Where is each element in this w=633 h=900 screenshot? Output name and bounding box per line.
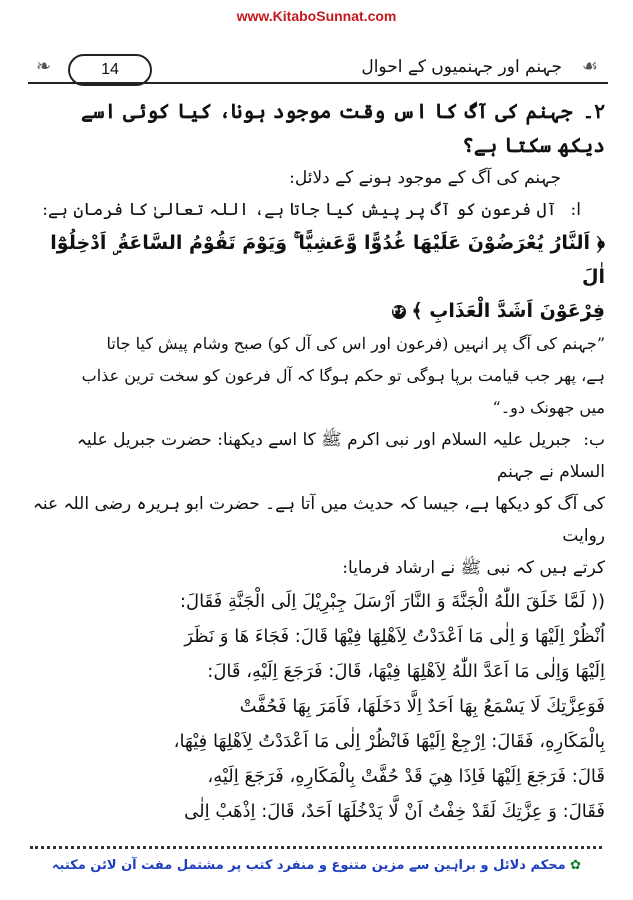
point-b — [30, 424, 605, 488]
hadith-line: قَالَ: فَرَجَعَ اِلَيْهَا فَاِذَا هِيَ قَدْ حُفَّتْ بِالْمَكَارِهِ، فَرَجَعَ اِلَيْهِ، — [207, 766, 605, 787]
translation-line: ”جہنم کی آگ پر انہیں (فرعون اور اس کی آل کو) صبح وشام پیش کیا جاتا — [106, 334, 605, 353]
point-a-marker: ا: — [570, 200, 581, 220]
page-body — [30, 94, 605, 829]
running-title: جہنم اور جہنمیوں کے احوال — [361, 57, 562, 77]
question-number: ۲۔ — [582, 99, 605, 123]
quran-verse-text: فِرْعَوْنَ اَشَدَّ الْعَذَابِ ﴾ — [411, 300, 605, 322]
footer-divider — [30, 846, 602, 851]
point-a-text: آل فرعون کو آگ پر پیش کیا جاتا ہے، اللہ تعالیٰ کا فرمان ہے: — [42, 200, 557, 220]
question-heading — [30, 94, 605, 162]
point-a — [30, 194, 605, 226]
ayah-number-icon: ۴۶ — [392, 305, 405, 317]
translation-line: ہے، پھر جب قیامت برپا ہوگی تو حکم ہوگا کہ آل فرعون کو سخت ترین عذاب — [81, 366, 605, 385]
point-b-line: کرتے ہیں کہ نبی ﷺ نے ارشاد فرمایا: — [342, 558, 605, 578]
quran-verse-line — [30, 294, 605, 328]
page-number: 14 — [68, 54, 152, 86]
ornament-icon: ❧ — [36, 56, 52, 77]
translation-line: میں جھونک دو۔“ — [492, 398, 605, 417]
quran-verse-line: ﴿ اَلنَّارُ يُعْرَضُوْنَ عَلَيْهَا غُدُوًّا وَّعَشِيًّا ۚ وَيَوْمَ تَقُوْمُ السَّاعَةُ ۣ اَدْخِلُوْٓا اٰلَ — [50, 232, 605, 288]
point-b-line: کی آگ کو دیکھا ہے، جیسا کہ حدیث میں آتا ہے۔ حضرت ابو ہریرہ رضی اللہ عنہ روایت — [32, 494, 605, 546]
point-b-marker: ب: — [583, 430, 605, 450]
hadith-line: اِلَيْهَا وَاِلٰى مَا اَعَدَّ اللّٰهُ لِاَهْلِهَا فِيْهَا، قَالَ: فَرَجَعَ اِلَيْهِ، قَالَ: — [207, 661, 605, 682]
library-logo-icon: ✿ — [570, 858, 582, 873]
hadith-line: (( لَمَّا خَلَقَ اللّٰهُ الْجَنَّةَ وَ النَّارَ اَرْسَلَ جِبْرِيْلَ اِلَى الْجَنَّةِ فَقَالَ: — [179, 591, 605, 612]
subheading: جہنم کی آگ کے موجود ہونے کے دلائل: — [289, 168, 561, 188]
footer-text: محکم دلائل و براہین سے مزین متنوع و منفرد کتب پر مشتمل مفت آن لائن مکتبہ — [51, 858, 566, 873]
ornament-icon: ☙ — [581, 56, 598, 77]
hadith-line: فَقَالَ: وَ عِزَّتِكَ لَقَدْ خِفْتُ اَنْ لَّا يَدْخُلَهَا اَحَدٌ، قَالَ: اِذْهَبْ اِلٰى — [184, 801, 605, 822]
question-text: جہنم کی آگ کا اس وقت موجود ہونا، کیا کوئی اسے دیکھ سکتا ہے؟ — [81, 99, 605, 157]
page-header — [28, 54, 608, 84]
footer-banner[interactable] — [0, 858, 633, 873]
header-rule — [28, 82, 608, 84]
site-url[interactable]: www.KitaboSunnat.com — [236, 8, 397, 24]
point-b-text: جبریل علیہ السلام اور نبی اکرم ﷺ کا اسے دیکھنا: حضرت جبریل علیہ السلام نے جہنم — [76, 430, 605, 482]
hadith-line: اُنْظُرْ اِلَيْهَا وَ اِلٰى مَا اَعْدَدْتُ لِاَهْلِهَا فِيْهَا قَالَ: فَجَاءَ هَا وَ نَظَرَ — [184, 626, 605, 647]
hadith-line: بِالْمَكَارِهِ، فَقَالَ: اِرْجِعْ اِلَيْهَا فَانْظُرْ اِلٰى مَا اَعْدَدْتُ لِاَهْلِهَا فِيْهَا، — [173, 731, 605, 752]
hadith-line: فَوَعِزَّتِكَ لَا يَسْمَعُ بِهَا اَحَدٌ اِلَّا دَخَلَهَا، فَاَمَرَ بِهَا فَحُفَّتْ — [239, 696, 605, 717]
